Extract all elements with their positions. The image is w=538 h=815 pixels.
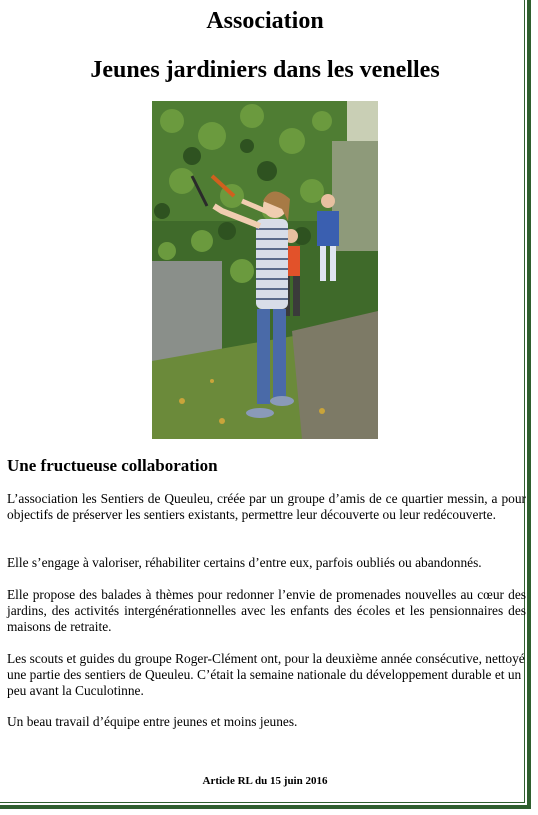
article-source: Article RL du 15 juin 2016 — [202, 775, 328, 787]
page-title-line2: Jeunes jardiniers dans les venelles — [90, 57, 440, 83]
article-paragraph: Un beau travail d’équipe entre jeunes et moins jeunes. — [7, 714, 298, 729]
article-paragraph: Les scouts et guides du groupe Roger-Clément ont, pour la deuxième année consécutive, nettoyé une partie des sentiers de Queuleu. C’était la semaine nationale du développement durable et un peu avant la Cuculotinne. — [7, 651, 525, 698]
article-photo — [152, 101, 378, 439]
page-title-line1: Association — [206, 8, 324, 34]
article-paragraph: L’association les Sentiers de Queuleu, créée par un groupe d’amis de ce quartier messin, a pour objectifs de préserver les sentiers existants, permettre leur découverte ou leur redécouverte. — [7, 491, 526, 522]
article-paragraph: Elle s’engage à valoriser, réhabiliter certains d’entre eux, parfois oubliés ou abandonnés. — [7, 555, 482, 570]
section-heading: Une fructueuse collaboration — [7, 456, 218, 475]
article-paragraph: Elle propose des balades à thèmes pour redonner l’envie de promenades nouvelles au cœur des jardins, des activités intergénérationnelles avec les enfants des écoles et les pensionnaires des maisons de retraite. — [7, 587, 526, 634]
